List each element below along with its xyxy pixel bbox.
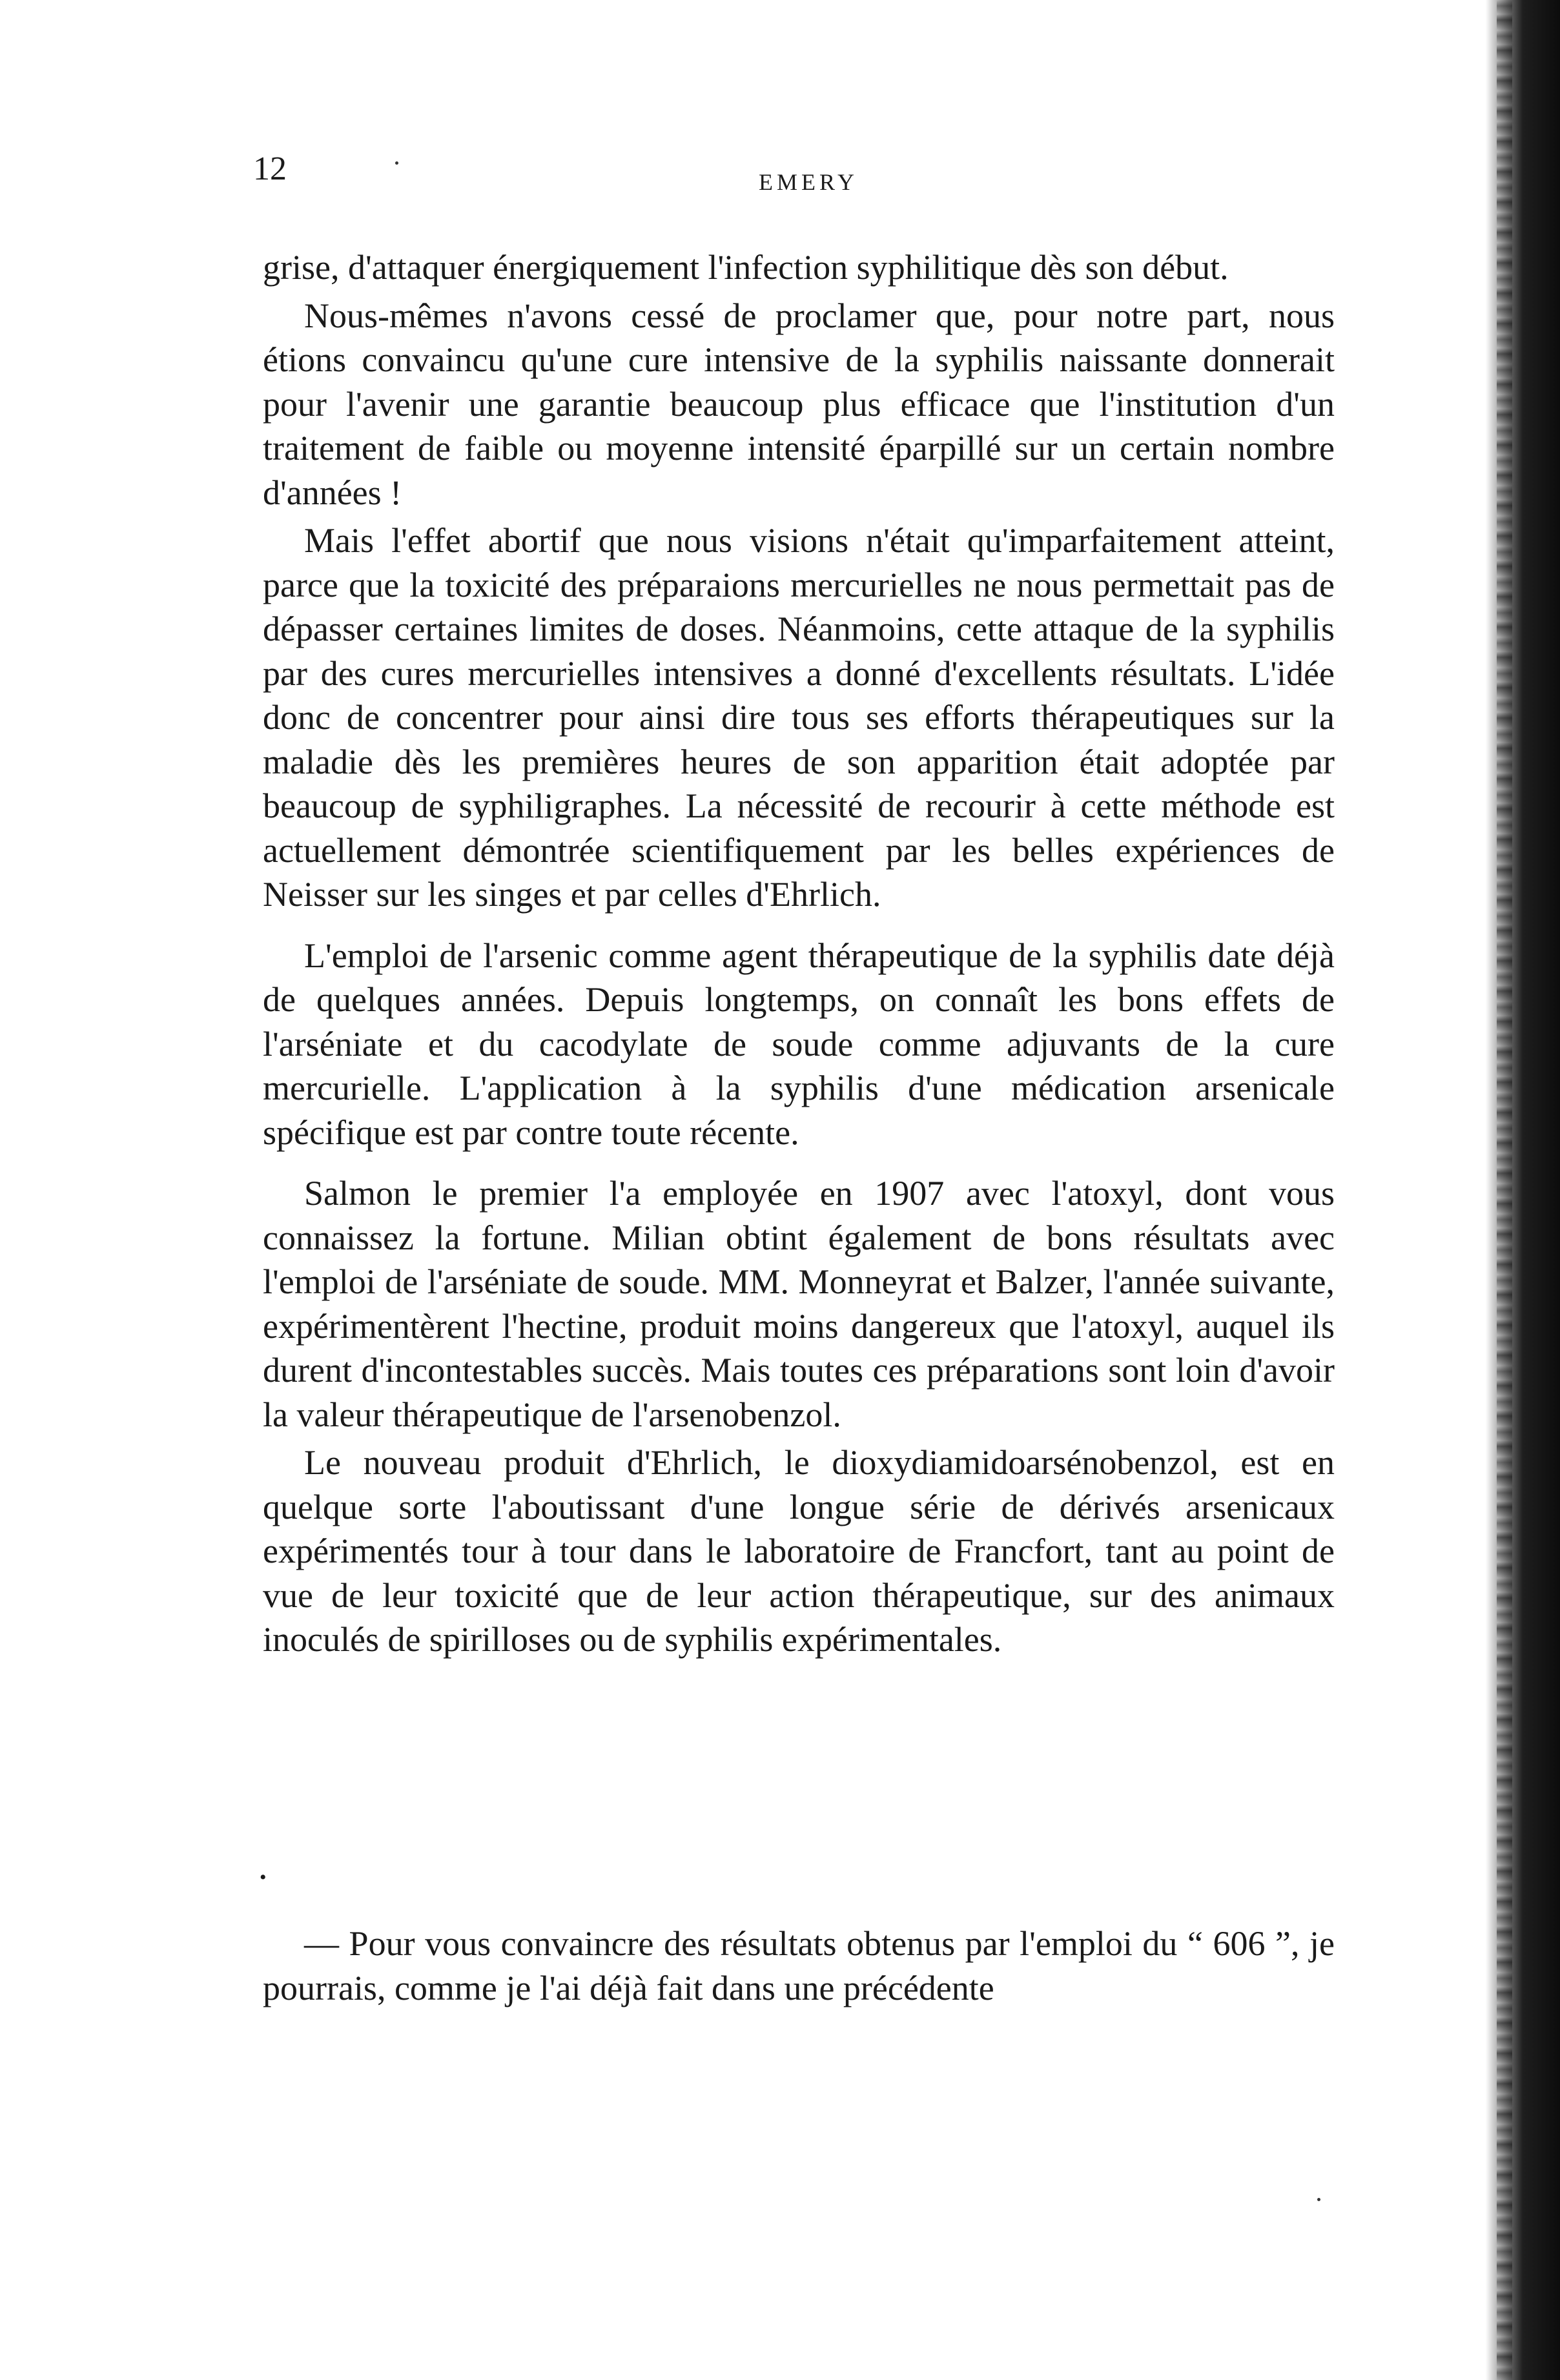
page-edge-shadow <box>1477 0 1560 2380</box>
paragraph: Mais l'effet abortif que nous visions n'était qu'imparfaitement atteint, parce que la toxicité des préparaions mercurielles ne nous permettait pas de dépasser certaines limites de doses. Néanmoins, cette attaque de la syphilis par des cures mercurielles intensives a donné d'excellents résultats. L'idée donc de concentrer pour ainsi dire tous ses efforts thérapeutiques sur la maladie dès les premières heures de son apparition était adoptée par beaucoup de syphiligraphes. La nécessité de recourir à cette méthode est actuellement démontrée scientifiquement par les belles expériences de Neisser sur les singes et par celles d'Ehrlich. <box>263 521 1335 914</box>
print-speck <box>395 161 398 165</box>
paragraph: Nous-mêmes n'avons cessé de proclamer que, pour notre part, nous étions convaincu qu'une cure intensive de la syphilis naissante donnerait pour l'avenir une garantie beaucoup plus efficace que l'institution d'un traitement de faible ou moyenne intensité éparpillé sur un certain nombre d'années ! <box>263 296 1335 512</box>
print-speck <box>1317 2198 1320 2201</box>
paragraph: grise, d'attaquer énergiquement l'infection syphilitique dès son début. <box>263 248 1229 287</box>
page-edge-streak <box>1497 0 1512 2380</box>
paragraph: Salmon le premier l'a employée en 1907 avec l'atoxyl, dont vous connaissez la fortune. Milian obtint également de bons résultats avec l'emploi de l'arséniate de soude. MM. Monneyrat et Balzer, l'année suivante, expérimentèrent l'hectine, produit moins dangereux que l'atoxyl, auquel ils durent d'incontestables succès. Mais toutes ces préparations sont loin d'avoir la valeur thérapeutique de l'arsenobenzol. <box>263 1174 1335 1434</box>
body-text <box>263 245 1335 1662</box>
paragraph: L'emploi de l'arsenic comme agent thérapeutique de la syphilis date déjà de quelques années. Depuis longtemps, on connaît les bons effets de l'arséniate et du cacodylate de soude comme adjuvants de la cure mercurielle. L'application à la syphilis d'une médication arsenicale spécifique est par contre toute récente. <box>263 936 1335 1152</box>
page-number: 12 <box>253 150 287 187</box>
separator-dot: • <box>260 1867 267 1888</box>
running-head: EMERY <box>759 169 859 195</box>
paragraph: — Pour vous convaincre des résultats obtenus par l'emploi du “ 606 ”, je pourrais, comme je l'ai déjà fait dans une précédente <box>263 1924 1335 2007</box>
paragraph: Le nouveau produit d'Ehrlich, le dioxydiamidoarsénobenzol, est en quelque sorte l'aboutissant d'une longue série de dérivés arsenicaux expérimentés tour à tour dans le laboratoire de Francfort, tant au point de vue de leur toxicité que de leur action thérapeutique, sur des animaux inoculés de spirilloses ou de syphilis expérimentales. <box>263 1443 1335 1659</box>
closing-paragraph <box>263 1922 1335 2010</box>
